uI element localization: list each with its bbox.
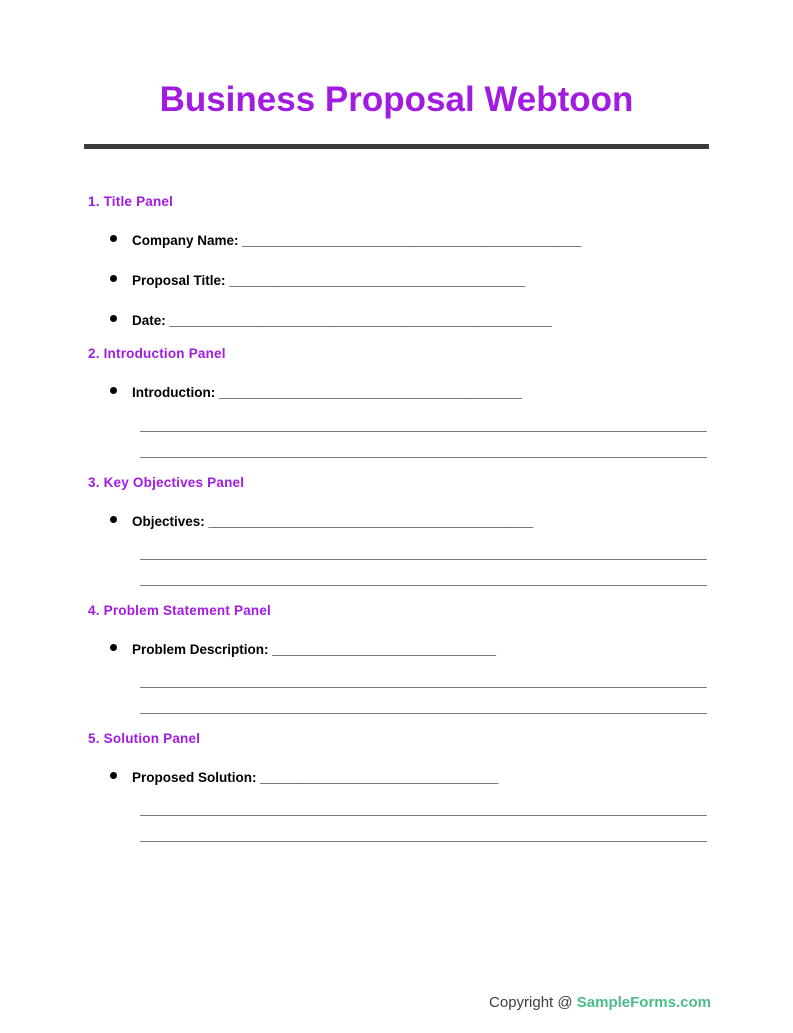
field-list <box>84 514 709 530</box>
field-list <box>84 770 709 786</box>
section-title-panel <box>84 177 709 330</box>
section-problem-statement-panel <box>84 586 709 714</box>
list-item <box>84 770 709 786</box>
bullet-icon <box>110 235 117 242</box>
write-in-line[interactable] <box>140 841 707 842</box>
section-heading: 4. Problem Statement Panel <box>88 602 272 618</box>
list-item <box>84 385 709 401</box>
section-introduction-panel <box>84 329 709 457</box>
field-list <box>84 233 709 330</box>
section-heading: 5. Solution Panel <box>88 730 201 746</box>
footer-copyright <box>489 994 711 1011</box>
list-item <box>84 642 709 658</box>
brand-link[interactable]: SampleForms.com <box>576 994 711 1011</box>
field-label: Problem Description: <box>132 641 269 657</box>
field-label: Proposal Title: <box>132 272 226 288</box>
field-blank[interactable]: __________________________________________ <box>219 385 522 401</box>
bullet-icon <box>110 275 117 282</box>
list-item <box>84 273 709 289</box>
write-in-line[interactable] <box>140 559 707 560</box>
list-item <box>84 313 709 329</box>
section-heading: 2. Introduction Panel <box>88 346 226 362</box>
section-key-objectives-panel <box>84 458 709 586</box>
field-label: Objectives: <box>132 513 205 529</box>
bullet-icon <box>110 772 117 779</box>
field-blank[interactable]: _________________________________ <box>260 769 499 785</box>
form-body <box>0 149 793 842</box>
write-in-lines <box>84 530 709 586</box>
bullet-icon <box>110 644 117 651</box>
list-item <box>84 233 709 249</box>
list-item <box>84 514 709 530</box>
write-in-line[interactable] <box>140 687 707 688</box>
field-list <box>84 385 709 401</box>
field-blank[interactable]: _____________________________________________________ <box>169 313 552 329</box>
field-label: Company Name: <box>132 232 239 248</box>
copyright-text: Copyright @ <box>489 994 577 1011</box>
section-heading: 3. Key Objectives Panel <box>88 474 245 490</box>
field-blank[interactable]: _______________________________________________ <box>242 232 582 248</box>
bullet-icon <box>110 516 117 523</box>
write-in-lines <box>84 402 709 458</box>
write-in-line[interactable] <box>140 815 707 816</box>
write-in-lines <box>84 786 709 842</box>
write-in-lines <box>84 658 709 714</box>
field-blank[interactable]: _________________________________________ <box>229 272 525 288</box>
field-label: Introduction: <box>132 385 216 401</box>
bullet-icon <box>110 387 117 394</box>
write-in-line[interactable] <box>140 431 707 432</box>
field-label: Date: <box>132 313 166 329</box>
field-blank[interactable]: _____________________________________________ <box>208 513 533 529</box>
section-solution-panel <box>84 714 709 842</box>
bullet-icon <box>110 315 117 322</box>
page-title: Business Proposal Webtoon <box>159 80 634 119</box>
field-list <box>84 642 709 658</box>
field-label: Proposed Solution: <box>132 769 257 785</box>
field-blank[interactable]: _______________________________ <box>272 641 496 657</box>
section-heading: 1. Title Panel <box>88 193 174 209</box>
